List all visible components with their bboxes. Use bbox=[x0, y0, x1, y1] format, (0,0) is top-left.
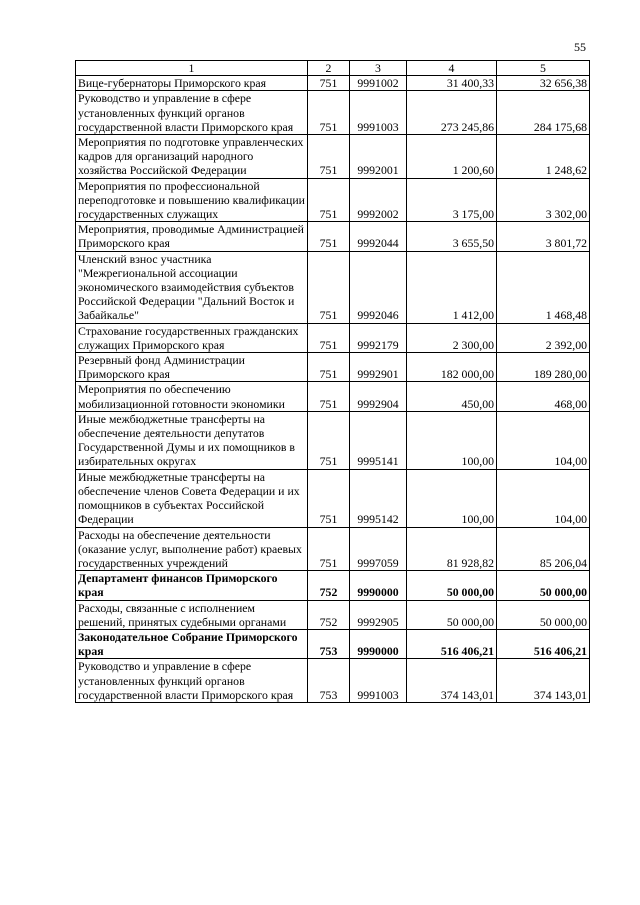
row-name: Мероприятия, проводимые Администрацией Приморского края bbox=[76, 222, 308, 251]
page-number: 55 bbox=[574, 40, 586, 54]
row-value-1: 374 143,01 bbox=[407, 659, 497, 703]
row-value-1: 182 000,00 bbox=[407, 353, 497, 382]
row-article: 9991003 bbox=[350, 91, 407, 135]
table-row bbox=[76, 469, 590, 527]
row-code: 751 bbox=[308, 411, 350, 469]
header-col-1: 1 bbox=[76, 61, 308, 76]
row-name: Иные межбюджетные трансферты на обеспечение членов Совета Федерации и их помощников в субъектах Российской Федерации bbox=[76, 469, 308, 527]
row-name: Членский взнос участника "Межрегиональной ассоциации экономического взаимодействия субъектов Российской Федерации "Дальний Восток и Забайкалье" bbox=[76, 251, 308, 323]
row-code: 751 bbox=[308, 527, 350, 571]
row-name: Законодательное Собрание Приморского края bbox=[76, 629, 308, 658]
row-article: 9991002 bbox=[350, 76, 407, 91]
row-name: Мероприятия по профессиональной переподготовке и повышению квалификации государственных служащих bbox=[76, 178, 308, 222]
table-row bbox=[76, 571, 590, 600]
table-row bbox=[76, 222, 590, 251]
row-code: 751 bbox=[308, 469, 350, 527]
row-value-1: 2 300,00 bbox=[407, 323, 497, 352]
table-row bbox=[76, 382, 590, 411]
table-row bbox=[76, 629, 590, 658]
row-code: 751 bbox=[308, 222, 350, 251]
row-article: 9992046 bbox=[350, 251, 407, 323]
row-code: 751 bbox=[308, 91, 350, 135]
row-article: 9992001 bbox=[350, 135, 407, 179]
row-code: 751 bbox=[308, 323, 350, 352]
header-col-3: 3 bbox=[350, 61, 407, 76]
row-code: 753 bbox=[308, 659, 350, 703]
row-article: 9990000 bbox=[350, 629, 407, 658]
row-value-1: 100,00 bbox=[407, 411, 497, 469]
row-value-2: 284 175,68 bbox=[497, 91, 590, 135]
row-value-2: 2 392,00 bbox=[497, 323, 590, 352]
row-name: Расходы, связанные с исполнением решений, принятых судебными органами bbox=[76, 600, 308, 629]
row-article: 9992044 bbox=[350, 222, 407, 251]
row-code: 751 bbox=[308, 251, 350, 323]
row-article: 9990000 bbox=[350, 571, 407, 600]
row-value-2: 32 656,38 bbox=[497, 76, 590, 91]
row-value-2: 50 000,00 bbox=[497, 600, 590, 629]
row-value-1: 516 406,21 bbox=[407, 629, 497, 658]
row-article: 9992905 bbox=[350, 600, 407, 629]
table-header-row bbox=[76, 61, 590, 76]
row-value-2: 85 206,04 bbox=[497, 527, 590, 571]
row-name: Мероприятия по обеспечению мобилизационной готовности экономики bbox=[76, 382, 308, 411]
row-value-2: 468,00 bbox=[497, 382, 590, 411]
row-name: Иные межбюджетные трансферты на обеспечение деятельности депутатов Государственной Думы и их помощников в избирательных округах bbox=[76, 411, 308, 469]
row-value-2: 50 000,00 bbox=[497, 571, 590, 600]
row-value-2: 104,00 bbox=[497, 411, 590, 469]
row-value-1: 1 200,60 bbox=[407, 135, 497, 179]
row-article: 9992904 bbox=[350, 382, 407, 411]
row-name: Мероприятия по подготовке управленческих кадров для организаций народного хозяйства Российской Федерации bbox=[76, 135, 308, 179]
row-code: 751 bbox=[308, 76, 350, 91]
row-value-1: 50 000,00 bbox=[407, 600, 497, 629]
row-code: 753 bbox=[308, 629, 350, 658]
row-value-2: 3 801,72 bbox=[497, 222, 590, 251]
row-name: Руководство и управление в сфере установленных функций органов государственной власти Приморского края bbox=[76, 91, 308, 135]
row-value-1: 3 655,50 bbox=[407, 222, 497, 251]
row-value-1: 1 412,00 bbox=[407, 251, 497, 323]
table-row bbox=[76, 76, 590, 91]
table-row bbox=[76, 659, 590, 703]
budget-table bbox=[75, 60, 590, 703]
row-name: Департамент финансов Приморского края bbox=[76, 571, 308, 600]
row-value-2: 1 248,62 bbox=[497, 135, 590, 179]
row-code: 751 bbox=[308, 178, 350, 222]
table-row bbox=[76, 527, 590, 571]
row-value-2: 374 143,01 bbox=[497, 659, 590, 703]
row-value-1: 100,00 bbox=[407, 469, 497, 527]
row-name: Резервный фонд Администрации Приморского края bbox=[76, 353, 308, 382]
row-code: 751 bbox=[308, 382, 350, 411]
row-value-1: 81 928,82 bbox=[407, 527, 497, 571]
row-value-1: 31 400,33 bbox=[407, 76, 497, 91]
row-value-2: 189 280,00 bbox=[497, 353, 590, 382]
row-article: 9997059 bbox=[350, 527, 407, 571]
row-value-2: 3 302,00 bbox=[497, 178, 590, 222]
table-row bbox=[76, 91, 590, 135]
row-article: 9991003 bbox=[350, 659, 407, 703]
row-code: 751 bbox=[308, 135, 350, 179]
table-row bbox=[76, 251, 590, 323]
row-code: 751 bbox=[308, 353, 350, 382]
header-col-5: 5 bbox=[497, 61, 590, 76]
row-article: 9992002 bbox=[350, 178, 407, 222]
row-value-1: 50 000,00 bbox=[407, 571, 497, 600]
row-name: Расходы на обеспечение деятельности (оказание услуг, выполнение работ) краевых государственных учреждений bbox=[76, 527, 308, 571]
header-col-2: 2 bbox=[308, 61, 350, 76]
row-article: 9995141 bbox=[350, 411, 407, 469]
row-article: 9992901 bbox=[350, 353, 407, 382]
table-row bbox=[76, 323, 590, 352]
table-row bbox=[76, 600, 590, 629]
row-value-2: 104,00 bbox=[497, 469, 590, 527]
row-value-2: 516 406,21 bbox=[497, 629, 590, 658]
row-article: 9992179 bbox=[350, 323, 407, 352]
row-code: 752 bbox=[308, 571, 350, 600]
row-name: Руководство и управление в сфере установленных функций органов государственной власти Приморского края bbox=[76, 659, 308, 703]
table-body bbox=[76, 76, 590, 703]
table-row bbox=[76, 135, 590, 179]
table-row bbox=[76, 411, 590, 469]
row-value-2: 1 468,48 bbox=[497, 251, 590, 323]
row-name: Вице-губернаторы Приморского края bbox=[76, 76, 308, 91]
row-value-1: 450,00 bbox=[407, 382, 497, 411]
table-row bbox=[76, 353, 590, 382]
row-article: 9995142 bbox=[350, 469, 407, 527]
row-value-1: 273 245,86 bbox=[407, 91, 497, 135]
table-row bbox=[76, 178, 590, 222]
row-value-1: 3 175,00 bbox=[407, 178, 497, 222]
row-name: Страхование государственных гражданских служащих Приморского края bbox=[76, 323, 308, 352]
row-code: 752 bbox=[308, 600, 350, 629]
header-col-4: 4 bbox=[407, 61, 497, 76]
